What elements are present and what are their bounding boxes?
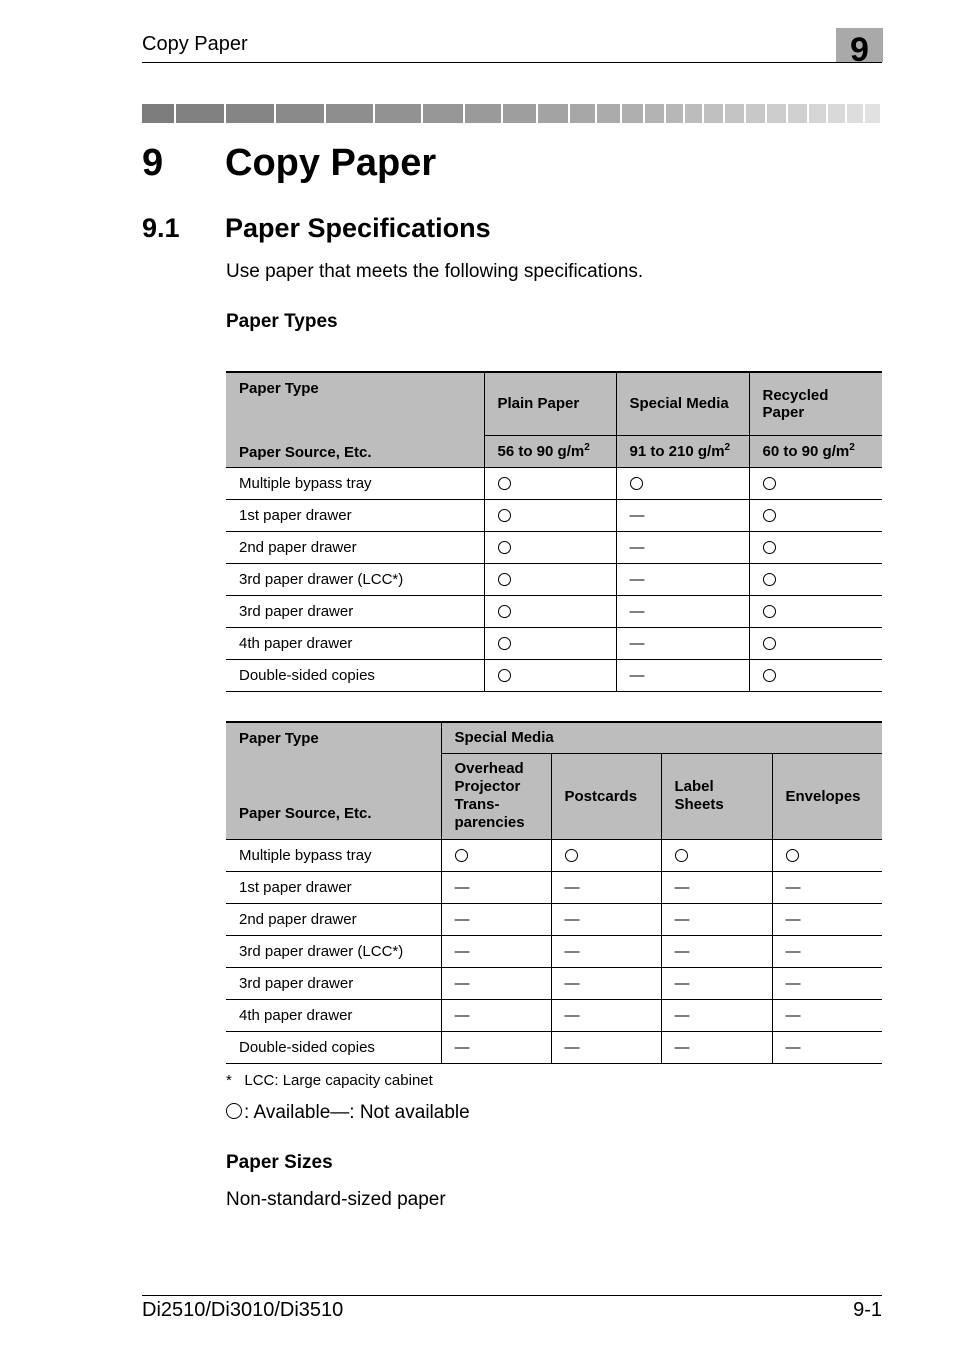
table1-col-special: Special Media — [616, 372, 749, 435]
table-row — [226, 563, 882, 595]
table1-col-plain: Plain Paper — [484, 372, 616, 435]
decorative-gradient-bar — [142, 104, 882, 123]
decorative-bar-segment — [423, 104, 465, 123]
decorative-bar-segment — [645, 104, 666, 123]
table-row — [226, 659, 882, 691]
available-cell — [616, 467, 749, 499]
not-available-cell: — — [551, 871, 661, 903]
available-circle-icon — [498, 605, 511, 618]
special-media-table — [226, 721, 882, 1064]
table1-weight-special: 91 to 210 $g/m^2$ — [616, 435, 749, 467]
not-available-cell: — — [661, 903, 772, 935]
decorative-bar-segment — [828, 104, 847, 123]
decorative-bar-segment — [326, 104, 376, 123]
chapter-tab-number: 9 — [850, 31, 869, 69]
available-cell — [441, 839, 551, 871]
row-source-label: 2nd paper drawer — [226, 903, 441, 935]
available-cell — [749, 499, 882, 531]
not-available-cell: — — [772, 967, 882, 999]
table-row — [226, 999, 882, 1031]
not-available-cell: — — [772, 871, 882, 903]
not-available-cell: — — [441, 967, 551, 999]
not-available-cell: — — [441, 903, 551, 935]
table2-col-ohp: Overhead Projector Trans-parencies — [441, 753, 551, 839]
table2-col-postcards: Postcards — [551, 753, 661, 839]
decorative-bar-segment — [570, 104, 597, 123]
chapter-title: Copy Paper — [225, 142, 437, 184]
available-cell — [772, 839, 882, 871]
section-number: 9.1 — [142, 213, 180, 243]
not-available-cell: — — [661, 935, 772, 967]
not-available-cell: — — [772, 935, 882, 967]
table-row — [226, 531, 882, 563]
decorative-bar-segment — [704, 104, 725, 123]
footnote-mark: * — [226, 1072, 232, 1089]
legend-available: : Available — [244, 1102, 331, 1123]
table1-weight-recycled: 60 to 90 $g/m^2$ — [749, 435, 882, 467]
table-row — [226, 499, 882, 531]
decorative-bar-segment — [142, 104, 176, 123]
available-circle-icon — [763, 477, 776, 490]
decorative-bar-segment — [622, 104, 645, 123]
row-source-label: Multiple bypass tray — [226, 839, 441, 871]
available-cell — [661, 839, 772, 871]
available-cell — [551, 839, 661, 871]
table-row — [226, 967, 882, 999]
table-row — [226, 627, 882, 659]
footnote-text: LCC: Large capacity cabinet — [244, 1072, 433, 1089]
table1-source-label: Paper Source, Etc. — [239, 444, 372, 461]
table-row — [226, 467, 882, 499]
not-available-cell: — — [551, 999, 661, 1031]
table1-corner-header — [226, 372, 484, 467]
section-title: Paper Specifications — [225, 213, 491, 243]
table-row — [226, 935, 882, 967]
table1-col-recycled-label: Recycled Paper — [762, 386, 829, 421]
not-available-cell: — — [661, 967, 772, 999]
decorative-bar-segment — [767, 104, 788, 123]
running-header-title: Copy Paper — [142, 33, 248, 55]
row-source-label: 1st paper drawer — [226, 499, 484, 531]
available-circle-icon — [763, 637, 776, 650]
available-cell — [484, 499, 616, 531]
footnote — [226, 1072, 433, 1089]
decorative-bar-segment — [788, 104, 809, 123]
not-available-cell: — — [772, 1031, 882, 1063]
decorative-bar-segment — [666, 104, 685, 123]
available-circle-icon — [498, 541, 511, 554]
not-available-cell: — — [616, 499, 749, 531]
not-available-cell: — — [616, 531, 749, 563]
table-row — [226, 1031, 882, 1063]
paper-types-heading: Paper Types — [226, 311, 338, 332]
footer-page-number: 9-1 — [853, 1299, 882, 1321]
row-source-label: Multiple bypass tray — [226, 467, 484, 499]
not-available-cell: — — [661, 1031, 772, 1063]
decorative-bar-segment — [503, 104, 537, 123]
available-cell — [749, 627, 882, 659]
decorative-bar-segment — [685, 104, 704, 123]
decorative-bar-segment — [847, 104, 864, 123]
not-available-cell: — — [772, 903, 882, 935]
paper-sizes-text: Non-standard-sized paper — [226, 1189, 446, 1210]
not-available-cell: — — [441, 935, 551, 967]
table1-col-recycled — [749, 372, 882, 435]
not-available-cell: — — [616, 563, 749, 595]
chapter-heading — [142, 142, 436, 185]
table-row — [226, 903, 882, 935]
row-source-label: Double-sided copies — [226, 659, 484, 691]
decorative-bar-segment — [809, 104, 828, 123]
not-available-cell: — — [551, 903, 661, 935]
available-circle-icon — [763, 541, 776, 554]
not-available-cell: — — [772, 999, 882, 1031]
not-available-cell: — — [616, 627, 749, 659]
available-cell — [749, 659, 882, 691]
available-cell — [749, 467, 882, 499]
not-available-cell: — — [551, 1031, 661, 1063]
available-circle-icon — [455, 849, 468, 862]
row-source-label: 4th paper drawer — [226, 999, 441, 1031]
table1-weight-plain: 56 to 90 $g/m^2$ — [484, 435, 616, 467]
not-available-cell: — — [661, 999, 772, 1031]
row-source-label: 3rd paper drawer (LCC*) — [226, 935, 441, 967]
row-source-label: Double-sided copies — [226, 1031, 441, 1063]
footer-rule — [142, 1295, 882, 1296]
table2-source-label: Paper Source, Etc. — [239, 805, 372, 822]
decorative-bar-segment — [176, 104, 226, 123]
available-cell — [749, 531, 882, 563]
decorative-bar-segment — [725, 104, 746, 123]
decorative-bar-segment — [375, 104, 423, 123]
available-circle-icon — [498, 637, 511, 650]
available-circle-icon — [763, 669, 776, 682]
decorative-bar-segment — [226, 104, 276, 123]
row-source-label: 2nd paper drawer — [226, 531, 484, 563]
table-row — [226, 595, 882, 627]
intro-text: Use paper that meets the following specifications. — [226, 261, 644, 282]
row-source-label: 3rd paper drawer — [226, 967, 441, 999]
available-circle-icon — [498, 477, 511, 490]
section-heading — [142, 213, 491, 244]
available-circle-icon — [763, 605, 776, 618]
available-circle-icon — [565, 849, 578, 862]
row-source-label: 1st paper drawer — [226, 871, 441, 903]
not-available-cell: — — [441, 1031, 551, 1063]
chapter-number: 9 — [142, 142, 164, 184]
table2-paper-type-label: Paper Type — [239, 730, 319, 747]
not-available-cell: — — [441, 999, 551, 1031]
available-circle-icon — [498, 573, 511, 586]
available-cell — [484, 627, 616, 659]
paper-sizes-heading: Paper Sizes — [226, 1152, 333, 1173]
available-circle-icon — [675, 849, 688, 862]
decorative-bar-segment — [746, 104, 767, 123]
available-circle-icon — [498, 669, 511, 682]
row-source-label: 3rd paper drawer (LCC*) — [226, 563, 484, 595]
available-cell — [749, 563, 882, 595]
table-row — [226, 871, 882, 903]
not-available-cell: — — [441, 871, 551, 903]
table-row — [226, 839, 882, 871]
not-available-cell: — — [551, 967, 661, 999]
available-cell — [749, 595, 882, 627]
decorative-bar-segment — [465, 104, 503, 123]
row-source-label: 4th paper drawer — [226, 627, 484, 659]
row-source-label: 3rd paper drawer — [226, 595, 484, 627]
legend — [226, 1102, 470, 1124]
available-circle-icon — [226, 1103, 242, 1119]
available-cell — [484, 595, 616, 627]
not-available-cell: — — [616, 595, 749, 627]
available-circle-icon — [763, 573, 776, 586]
available-cell — [484, 563, 616, 595]
available-cell — [484, 531, 616, 563]
available-cell — [484, 659, 616, 691]
decorative-bar-segment — [276, 104, 326, 123]
table2-col-envelopes: Envelopes — [772, 753, 882, 839]
not-available-cell: — — [661, 871, 772, 903]
table2-corner-header — [226, 722, 441, 839]
available-circle-icon — [763, 509, 776, 522]
table2-group-header: Special Media — [441, 722, 882, 753]
paper-types-table — [226, 371, 882, 692]
header-rule — [142, 62, 882, 63]
table2-col-labels: Label Sheets — [661, 753, 772, 839]
available-circle-icon — [630, 477, 643, 490]
footer-model: Di2510/Di3010/Di3510 — [142, 1299, 344, 1321]
available-circle-icon — [498, 509, 511, 522]
table1-paper-type-label: Paper Type — [239, 380, 319, 397]
legend-not-available: —: Not available — [330, 1102, 470, 1123]
decorative-bar-segment — [597, 104, 622, 123]
decorative-bar-segment — [538, 104, 571, 123]
not-available-cell: — — [616, 659, 749, 691]
available-circle-icon — [786, 849, 799, 862]
not-available-cell: — — [551, 935, 661, 967]
available-cell — [484, 467, 616, 499]
decorative-bar-segment — [865, 104, 882, 123]
